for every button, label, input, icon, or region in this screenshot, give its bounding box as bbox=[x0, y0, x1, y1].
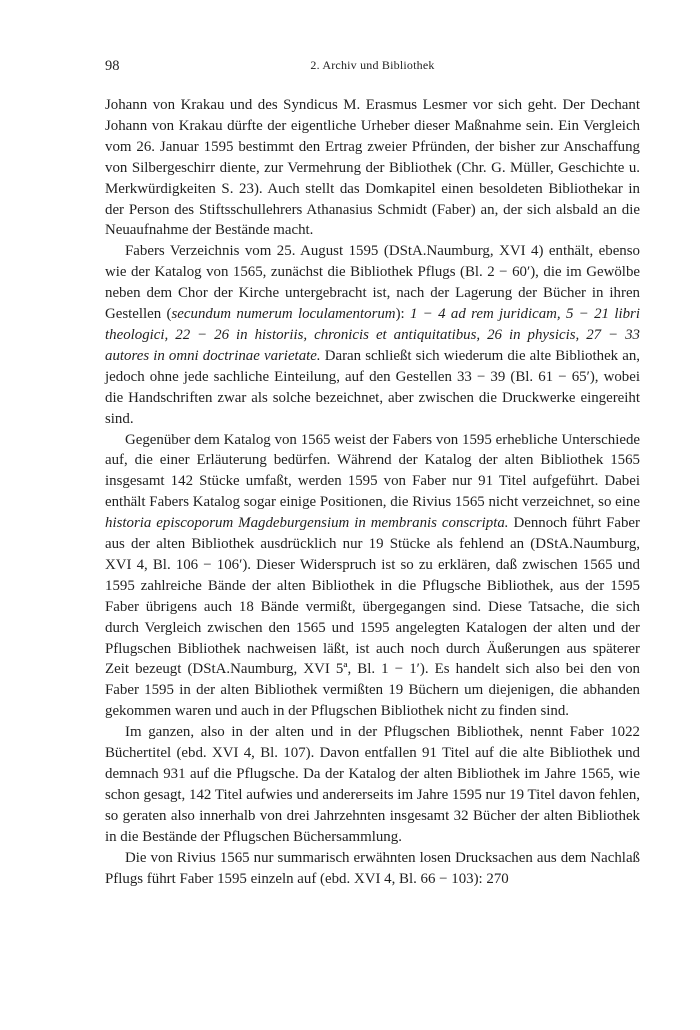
text-run: Daran schließt sich wiederum die alte Bibliothek an, jedoch ohne jede sachliche Einteilung, auf den Gestellen 33 − 39 (Bl. 61 − 65′), wobei die Handschriften zwar als solche bezeichnet, aber zwischen die Druckwerke eingereiht sind. bbox=[105, 347, 640, 427]
text-run: Fabers Verzeichnis vom 25. August 1595 (DStA.Naumburg, XVI 4) enthält, ebenso wie der Katalog von 1565, zunächst die Bibliothek Pflugs (Bl. 2 − 60′), die im Gewölbe neben dem Chor der Kirche untergebracht ist, nach der Lagerung der Bücher in ihren Gestellen ( bbox=[105, 243, 640, 323]
paragraph bbox=[105, 95, 640, 241]
page-header bbox=[105, 58, 640, 82]
body-text bbox=[105, 95, 640, 889]
text-run: Gegenüber dem Katalog von 1565 weist der Fabers von 1595 erhebliche Unterschiede auf, die einer Erläuterung bedürfen. Während der Katalog der alten Bibliothek 1565 insgesamt 142 Stücke umfaßt, werden 1595 von Faber nur 91 Titel aufgeführt. Dabei enthält Fabers Katalog sogar einige Positionen, die Rivius 1565 nicht verzeichnet, so eine bbox=[105, 431, 640, 511]
text-run: Johann von Krakau und des Syndicus M. Erasmus Lesmer vor sich geht. Der Dechant Johann von Krakau dürfte der eigentliche Urheber dieser Maßnahme sein. Ein Vergleich vom 26. Januar 1595 bestimmt den Ertrag zweier Pfründen, der bisher zur Anschaffung von Silbergeschirr diente, zur Vermehrung der Bibliothek (Chr. G. Müller, Geschichte u. Merkwürdigkeiten S. 23). Auch stellt das Domkapitel einen besoldeten Bibliothekar in der Person des Stiftsschullehrers Athanasius Schmidt (Faber) an, der sich alsbald an die Neuaufnahme der Bestände macht. bbox=[105, 97, 640, 239]
running-head: 2. Archiv und Bibliothek bbox=[310, 58, 435, 72]
italic-text: 1 − 4 ad rem juridicam, 5 − 21 libri theologici, 22 − 26 in historiis, chronicis et antiquitatibus, 26 in physicis, 27 − 33 autores in omni doctrinae varietate. bbox=[105, 306, 640, 364]
book-page bbox=[105, 58, 640, 889]
paragraph bbox=[105, 848, 640, 890]
italic-text: historia episcoporum Magdeburgensium in membranis conscripta. bbox=[105, 515, 509, 532]
paragraph bbox=[105, 241, 640, 429]
paragraph bbox=[105, 722, 640, 847]
text-run: Die von Rivius 1565 nur summarisch erwähnten losen Drucksachen aus dem Nachlaß Pflugs führt Faber 1595 einzeln auf (ebd. XVI 4, Bl. 66 − 103): 270 bbox=[105, 849, 640, 887]
page-number: 98 bbox=[105, 58, 120, 74]
text-run: ): bbox=[395, 306, 410, 323]
italic-text: secundum numerum loculamentorum bbox=[171, 306, 396, 323]
text-run: Im ganzen, also in der alten und in der Pflugschen Bibliothek, nennt Faber 1022 Büchertitel (ebd. XVI 4, Bl. 107). Davon entfallen 91 Titel auf die alte Bibliothek und demnach 931 auf die Pflugsche. Da der Katalog der alten Bibliothek im Jahre 1565, wie schon gesagt, 142 Titel aufwies und andererseits im Jahre 1595 nur 19 Titel davon fehlen, so geraten also innerhalb von drei Jahrzehnten insgesamt 32 Bücher der alten Bibliothek in die Bestände der Pflugschen Büchersammlung. bbox=[105, 724, 640, 845]
text-run: Dennoch führt Faber aus der alten Bibliothek ausdrücklich nur 19 Stücke als fehlend an (DStA.Naumburg, XVI 4, Bl. 106 − 106′). Dieser Widerspruch ist so zu erklären, daß zwischen 1565 und 1595 zahlreiche Bände der alten Bibliothek in die Pflugsche Bibliothek, aus der 1595 Faber übrigens auch 18 Bände vermißt, übergegangen sind. Diese Tatsache, die sich durch Vergleich zwischen den 1565 und 1595 angelegten Katalogen der alten und der Pflugschen Bibliothek nachweisen läßt, ist auch noch durch Äußerungen aus späterer Zeit bezeugt (DStA.Naumburg, XVI 5ª, Bl. 1 − 1′). Es handelt sich also bei den von Faber 1595 in der alten Bibliothek vermißten 19 Büchern um diejenigen, die abhanden gekommen waren und auch in der Pflugschen Bibliothek nicht zu finden sind. bbox=[105, 515, 640, 720]
paragraph bbox=[105, 430, 640, 723]
